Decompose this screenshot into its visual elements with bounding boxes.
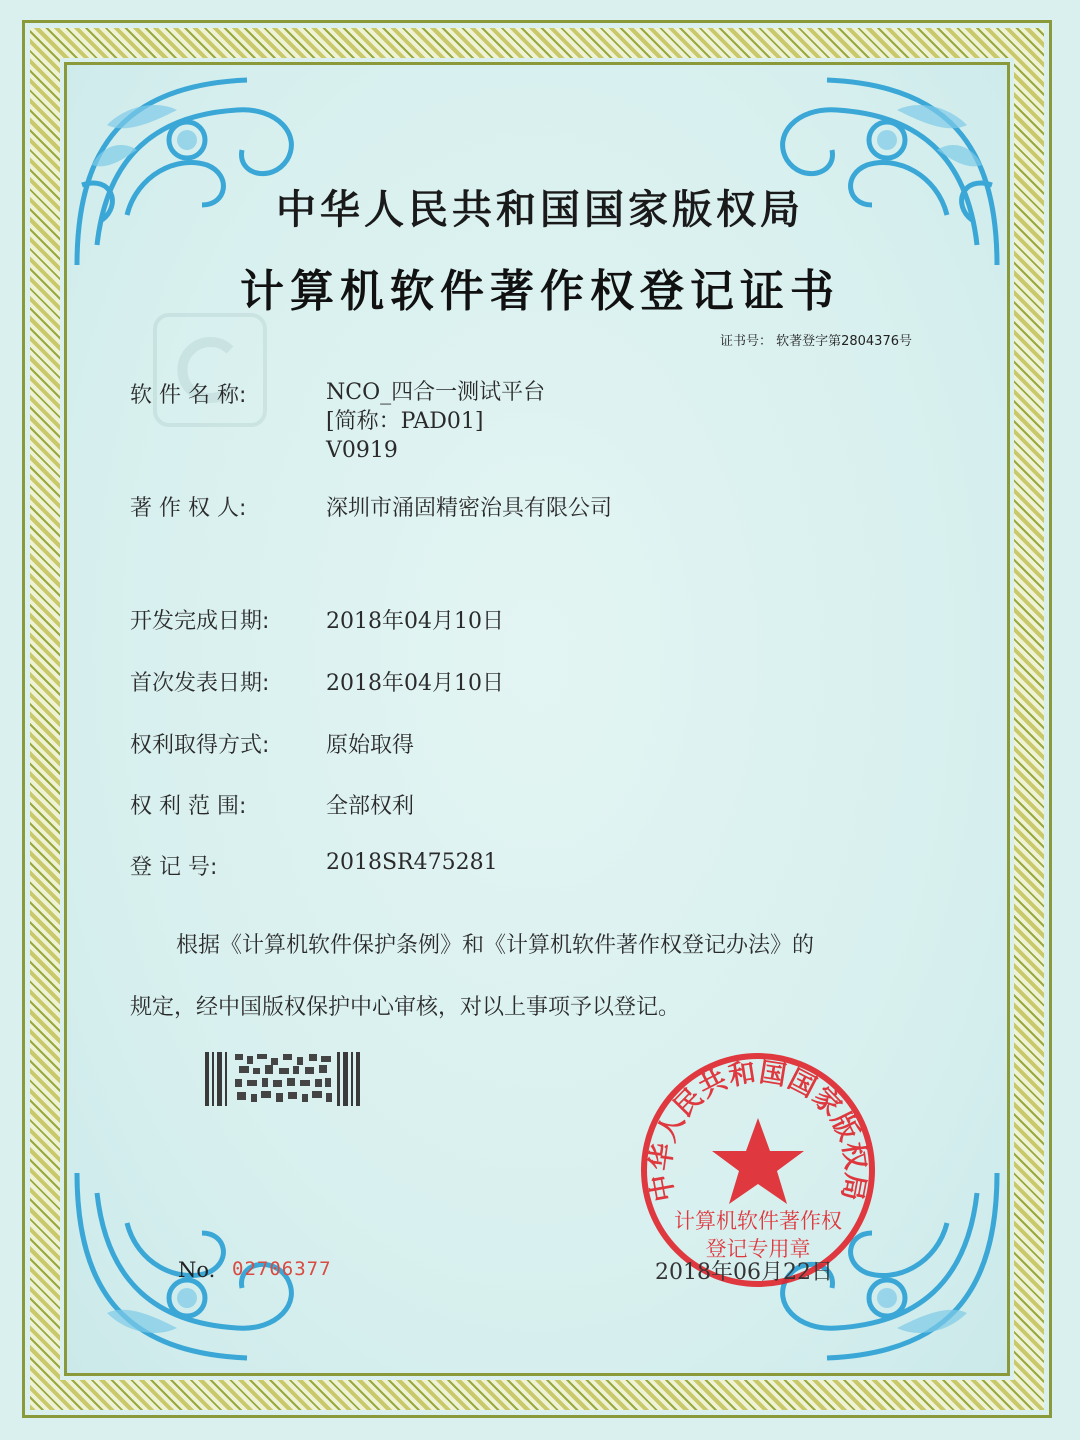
field-value: 2018年04月10日 — [326, 609, 504, 634]
field-label: 著 作 权 人: — [130, 496, 247, 521]
corner-ornament-top-right — [757, 65, 1007, 275]
seal-inner-line-2: 登记专用章 — [705, 1237, 811, 1261]
issue-date: 2018年06月22日 — [655, 1260, 833, 1285]
seal-arc-text: 中华人民共和国国家版权局 — [645, 1056, 871, 1204]
field-label: 权 利 范 围: — [130, 794, 247, 819]
serial-number-value: 02706377 — [232, 1258, 332, 1280]
field-label: 权利取得方式: — [130, 733, 270, 758]
watermark-emblem-icon — [150, 310, 270, 430]
issuing-authority: 中华人民共和国国家版权局 — [276, 187, 804, 233]
field-value: 原始取得 — [326, 733, 415, 758]
field-value: 2018SR475281 — [326, 850, 498, 875]
barcode-2d-icon — [205, 1052, 360, 1106]
field-value: NCO_四合一测试平台 [简称：PAD01] V0919 — [326, 380, 546, 463]
seal-inner-line-1: 计算机软件著作权 — [674, 1209, 842, 1233]
certificate-number: 证书号： 软著登字第2804376号 — [719, 334, 912, 349]
statement-line-1: 根据《计算机软件保护条例》和《计算机软件著作权登记办法》的 — [176, 933, 815, 958]
field-label: 首次发表日期: — [130, 671, 270, 696]
field-value: 2018年04月10日 — [326, 671, 504, 696]
field-value: 深圳市涌固精密治具有限公司 — [326, 496, 613, 521]
certificate-title: 计算机软件著作权登记证书 — [240, 266, 840, 317]
corner-ornament-top-left — [67, 65, 317, 275]
field-label: 开发完成日期: — [130, 609, 270, 634]
serial-number-label: No. — [178, 1258, 216, 1282]
statement-line-2: 规定，经中国版权保护中心审核，对以上事项予以登记。 — [130, 995, 681, 1020]
field-label: 登 记 号: — [130, 855, 218, 880]
field-label: 软 件 名 称: — [130, 383, 247, 408]
field-value: 全部权利 — [326, 794, 415, 819]
